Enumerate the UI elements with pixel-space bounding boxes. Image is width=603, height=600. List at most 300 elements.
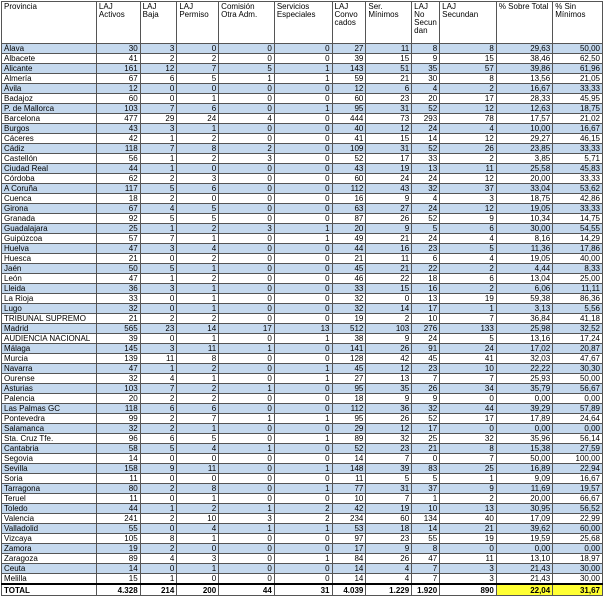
table-cell[interactable]: 96	[96, 434, 140, 444]
table-cell[interactable]: 44	[96, 504, 140, 514]
table-cell[interactable]: 0	[219, 254, 275, 264]
table-cell[interactable]: 0	[274, 184, 332, 194]
table-cell[interactable]: 2	[140, 424, 177, 434]
province-name-cell[interactable]: Murcia	[2, 354, 97, 364]
table-cell[interactable]: 18,75	[496, 194, 552, 204]
table-cell[interactable]: 4	[177, 444, 219, 454]
table-cell[interactable]: 32	[96, 374, 140, 384]
table-cell[interactable]: 8	[440, 44, 497, 54]
table-cell[interactable]: 35	[366, 384, 412, 394]
table-cell[interactable]: 14	[332, 574, 366, 585]
table-cell[interactable]: 0	[274, 574, 332, 585]
table-cell[interactable]: 2	[177, 394, 219, 404]
table-cell[interactable]: 0	[219, 474, 275, 484]
table-cell[interactable]: 0	[274, 354, 332, 364]
table-cell[interactable]: 47,67	[553, 354, 603, 364]
table-cell[interactable]: 16	[412, 284, 440, 294]
table-cell[interactable]: 1	[140, 364, 177, 374]
table-cell[interactable]: 7	[140, 234, 177, 244]
table-cell[interactable]: 134	[412, 514, 440, 524]
table-cell[interactable]: 2	[140, 314, 177, 324]
table-cell[interactable]: 9	[366, 544, 412, 554]
table-cell[interactable]: 293	[412, 114, 440, 124]
province-name-cell[interactable]: Badajoz	[2, 94, 97, 104]
province-name-cell[interactable]: Girona	[2, 204, 97, 214]
table-cell[interactable]: 1	[219, 74, 275, 84]
table-cell[interactable]: 1	[177, 284, 219, 294]
table-cell[interactable]: 45	[412, 354, 440, 364]
col-header-laj-convocados[interactable]: LAJ Convo cados	[332, 2, 366, 44]
table-cell[interactable]: 3	[219, 224, 275, 234]
table-cell[interactable]: 3,85	[496, 154, 552, 164]
table-cell[interactable]: 2	[140, 414, 177, 424]
table-cell[interactable]: 0	[140, 564, 177, 574]
table-cell[interactable]: 56	[96, 154, 140, 164]
table-cell[interactable]: 1	[177, 424, 219, 434]
table-cell[interactable]: 41	[332, 134, 366, 144]
table-cell[interactable]: 7	[412, 374, 440, 384]
table-cell[interactable]: 38,46	[496, 54, 552, 64]
table-cell[interactable]: 0	[274, 54, 332, 64]
table-cell[interactable]: 32	[96, 304, 140, 314]
table-cell[interactable]: 0	[140, 84, 177, 94]
table-cell[interactable]: 35,96	[496, 434, 552, 444]
table-cell[interactable]: 73	[366, 114, 412, 124]
table-cell[interactable]: 0	[140, 474, 177, 484]
table-cell[interactable]: 4	[140, 374, 177, 384]
table-cell[interactable]: 14	[412, 524, 440, 534]
province-name-cell[interactable]: Salamanca	[2, 424, 97, 434]
col-header-laj-no-secundan[interactable]: LAJ No Secun dan	[412, 2, 440, 44]
table-cell[interactable]: 512	[332, 324, 366, 334]
table-cell[interactable]: 0	[219, 184, 275, 194]
table-cell[interactable]: 52	[332, 444, 366, 454]
table-cell[interactable]: 20	[96, 394, 140, 404]
table-cell[interactable]: 86,36	[553, 294, 603, 304]
table-cell[interactable]: 11	[96, 474, 140, 484]
province-name-cell[interactable]: Albacete	[2, 54, 97, 64]
table-cell[interactable]: 17	[219, 324, 275, 334]
table-cell[interactable]: 0	[274, 244, 332, 254]
total-cell[interactable]: 214	[140, 584, 177, 596]
table-cell[interactable]: 18,97	[553, 554, 603, 564]
table-cell[interactable]: 8	[177, 144, 219, 154]
table-cell[interactable]: 6	[140, 74, 177, 84]
table-cell[interactable]: 25	[440, 464, 497, 474]
table-cell[interactable]: 16	[366, 244, 412, 254]
table-cell[interactable]: 128	[332, 354, 366, 364]
table-cell[interactable]: 52	[412, 144, 440, 154]
table-cell[interactable]: 0	[177, 164, 219, 174]
table-cell[interactable]: 0	[219, 274, 275, 284]
table-cell[interactable]: 15	[440, 54, 497, 64]
province-name-cell[interactable]: Almería	[2, 74, 97, 84]
table-cell[interactable]: 7	[177, 64, 219, 74]
table-cell[interactable]: 13	[412, 164, 440, 174]
table-cell[interactable]: 25,00	[553, 274, 603, 284]
table-cell[interactable]: 29,27	[496, 134, 552, 144]
table-cell[interactable]: 87	[332, 214, 366, 224]
table-cell[interactable]: 2	[140, 484, 177, 494]
table-cell[interactable]: 2	[140, 514, 177, 524]
table-cell[interactable]: 0	[219, 244, 275, 254]
table-cell[interactable]: 6	[177, 404, 219, 414]
table-cell[interactable]: 10,00	[496, 124, 552, 134]
table-cell[interactable]: 26	[366, 414, 412, 424]
table-cell[interactable]: 0	[366, 294, 412, 304]
table-cell[interactable]: 19	[366, 164, 412, 174]
table-cell[interactable]: 19,05	[496, 254, 552, 264]
province-name-cell[interactable]: Álava	[2, 44, 97, 54]
table-cell[interactable]: 23,85	[496, 144, 552, 154]
table-cell[interactable]: 10	[177, 514, 219, 524]
table-cell[interactable]: 0	[219, 534, 275, 544]
table-cell[interactable]: 0	[274, 124, 332, 134]
table-cell[interactable]: 5	[219, 64, 275, 74]
table-cell[interactable]: 21,05	[553, 74, 603, 84]
table-cell[interactable]: 7	[366, 454, 412, 464]
table-cell[interactable]: 29	[140, 114, 177, 124]
table-cell[interactable]: 7	[140, 144, 177, 154]
table-cell[interactable]: 5	[140, 264, 177, 274]
table-cell[interactable]: 18	[332, 394, 366, 404]
table-cell[interactable]: 0	[274, 444, 332, 454]
table-cell[interactable]: 7	[412, 564, 440, 574]
table-cell[interactable]: 5	[140, 184, 177, 194]
province-name-cell[interactable]: Las Palmas GC	[2, 404, 97, 414]
table-cell[interactable]: 39	[366, 464, 412, 474]
table-cell[interactable]: 141	[332, 344, 366, 354]
table-cell[interactable]: 38	[332, 334, 366, 344]
province-name-cell[interactable]: Cuenca	[2, 194, 97, 204]
table-cell[interactable]: 47	[412, 554, 440, 564]
table-cell[interactable]: 0	[140, 334, 177, 344]
table-cell[interactable]: 20,00	[496, 174, 552, 184]
province-name-cell[interactable]: Vizcaya	[2, 534, 97, 544]
table-cell[interactable]: 97	[332, 534, 366, 544]
table-cell[interactable]: 17	[440, 94, 497, 104]
table-cell[interactable]: 6	[177, 104, 219, 114]
col-header-laj-permiso[interactable]: LAJ Permiso	[177, 2, 219, 44]
province-name-cell[interactable]: Jaén	[2, 264, 97, 274]
table-cell[interactable]: 59,38	[496, 294, 552, 304]
table-cell[interactable]: 21	[366, 264, 412, 274]
table-cell[interactable]: 8	[412, 44, 440, 54]
table-cell[interactable]: 0	[274, 494, 332, 504]
table-cell[interactable]: 1	[274, 224, 332, 234]
table-cell[interactable]: 12	[440, 134, 497, 144]
table-cell[interactable]: 0	[219, 194, 275, 204]
table-cell[interactable]: 4	[140, 554, 177, 564]
table-cell[interactable]: 43	[96, 124, 140, 134]
table-cell[interactable]: 9	[366, 334, 412, 344]
col-header-laj-secundan[interactable]: LAJ Secundan	[440, 2, 497, 44]
table-cell[interactable]: 0	[274, 404, 332, 414]
table-cell[interactable]: 1	[219, 444, 275, 454]
province-name-cell[interactable]: Navarra	[2, 364, 97, 374]
table-cell[interactable]: 0	[274, 114, 332, 124]
total-pct-sin-minimos[interactable]: 31,67	[553, 584, 603, 596]
province-name-cell[interactable]: Teruel	[2, 494, 97, 504]
table-cell[interactable]: 9	[412, 54, 440, 64]
table-cell[interactable]: 11	[140, 354, 177, 364]
table-cell[interactable]: 39,62	[496, 524, 552, 534]
table-cell[interactable]: 1	[440, 304, 497, 314]
table-cell[interactable]: 43	[366, 184, 412, 194]
total-label[interactable]: TOTAL	[2, 584, 97, 596]
table-cell[interactable]: 62,50	[553, 54, 603, 64]
table-cell[interactable]: 477	[96, 114, 140, 124]
table-cell[interactable]: 25	[412, 434, 440, 444]
table-cell[interactable]: 17,57	[496, 114, 552, 124]
table-cell[interactable]: 2	[177, 254, 219, 264]
province-name-cell[interactable]: Tarragona	[2, 484, 97, 494]
table-cell[interactable]: 18	[96, 194, 140, 204]
province-name-cell[interactable]: Lleida	[2, 284, 97, 294]
table-cell[interactable]: 13,56	[496, 74, 552, 84]
table-cell[interactable]: 36	[96, 284, 140, 294]
table-cell[interactable]: 0	[274, 534, 332, 544]
table-cell[interactable]: 25,68	[553, 534, 603, 544]
table-cell[interactable]: 26	[366, 214, 412, 224]
table-cell[interactable]: 57,89	[553, 404, 603, 414]
table-cell[interactable]: 59	[332, 74, 366, 84]
table-cell[interactable]: 32	[96, 424, 140, 434]
table-cell[interactable]: 16,67	[553, 474, 603, 484]
table-cell[interactable]: 2	[177, 384, 219, 394]
table-cell[interactable]: 0	[219, 374, 275, 384]
table-cell[interactable]: 0	[219, 44, 275, 54]
table-cell[interactable]: 0	[274, 214, 332, 224]
table-cell[interactable]: 2	[177, 154, 219, 164]
table-cell[interactable]: 7	[140, 384, 177, 394]
table-cell[interactable]: 0	[219, 234, 275, 244]
table-cell[interactable]: 0	[140, 454, 177, 464]
table-cell[interactable]: 23	[366, 444, 412, 454]
province-name-cell[interactable]: Ciudad Real	[2, 164, 97, 174]
table-cell[interactable]: 0	[219, 354, 275, 364]
province-name-cell[interactable]: Segovia	[2, 454, 97, 464]
table-cell[interactable]: 0	[140, 304, 177, 314]
table-cell[interactable]: 0	[274, 274, 332, 284]
table-cell[interactable]: 39,86	[496, 64, 552, 74]
table-cell[interactable]: 1	[140, 224, 177, 234]
table-cell[interactable]: 13,10	[496, 554, 552, 564]
table-cell[interactable]: 19	[440, 534, 497, 544]
table-cell[interactable]: 39,29	[496, 404, 552, 414]
table-cell[interactable]: 0	[140, 494, 177, 504]
table-cell[interactable]: 44	[96, 164, 140, 174]
province-name-cell[interactable]: Cantabria	[2, 444, 97, 454]
table-cell[interactable]: 56,52	[553, 504, 603, 514]
table-cell[interactable]: 17,09	[496, 514, 552, 524]
table-cell[interactable]: 32	[412, 184, 440, 194]
table-cell[interactable]: 3,13	[496, 304, 552, 314]
table-cell[interactable]: 11	[96, 494, 140, 504]
table-cell[interactable]: 7	[440, 454, 497, 464]
table-cell[interactable]: 0	[274, 164, 332, 174]
table-cell[interactable]: 31	[366, 104, 412, 114]
table-cell[interactable]: 33	[332, 284, 366, 294]
table-cell[interactable]: 0	[274, 84, 332, 94]
table-cell[interactable]: 8,33	[553, 264, 603, 274]
table-cell[interactable]: 16	[332, 194, 366, 204]
table-cell[interactable]: 25,98	[496, 324, 552, 334]
table-cell[interactable]: 12	[140, 64, 177, 74]
table-cell[interactable]: 67	[96, 74, 140, 84]
table-cell[interactable]: 23	[412, 364, 440, 374]
table-cell[interactable]: 17,89	[496, 414, 552, 424]
table-cell[interactable]: 0	[274, 174, 332, 184]
table-cell[interactable]: 158	[96, 464, 140, 474]
table-cell[interactable]: 8	[440, 444, 497, 454]
table-cell[interactable]: 1	[140, 574, 177, 585]
table-cell[interactable]: 14	[96, 564, 140, 574]
table-cell[interactable]: 28,33	[496, 94, 552, 104]
table-cell[interactable]: 0	[177, 194, 219, 204]
table-cell[interactable]: 12	[332, 84, 366, 94]
table-cell[interactable]: 3	[140, 244, 177, 254]
table-cell[interactable]: 0	[140, 294, 177, 304]
col-header-provincia[interactable]: Provincia	[2, 2, 97, 44]
table-cell[interactable]: 9	[366, 224, 412, 234]
table-cell[interactable]: 5	[140, 214, 177, 224]
table-cell[interactable]: 15	[366, 54, 412, 64]
table-cell[interactable]: 61,96	[553, 64, 603, 74]
table-cell[interactable]: 139	[96, 354, 140, 364]
total-cell[interactable]: 4.328	[96, 584, 140, 596]
table-cell[interactable]: 23	[366, 94, 412, 104]
table-cell[interactable]: 9	[412, 394, 440, 404]
province-name-cell[interactable]: A Coruña	[2, 184, 97, 194]
table-cell[interactable]: 11,11	[553, 284, 603, 294]
table-cell[interactable]: 17	[366, 154, 412, 164]
table-cell[interactable]: 17	[412, 424, 440, 434]
table-cell[interactable]: 10	[440, 364, 497, 374]
table-cell[interactable]: 0	[219, 424, 275, 434]
table-cell[interactable]: 45	[332, 364, 366, 374]
table-cell[interactable]: 0	[274, 314, 332, 324]
table-cell[interactable]: 0	[219, 404, 275, 414]
table-cell[interactable]: 25,93	[496, 374, 552, 384]
table-cell[interactable]: 6	[366, 84, 412, 94]
table-cell[interactable]: 25,58	[496, 164, 552, 174]
table-cell[interactable]: 21,02	[553, 114, 603, 124]
table-cell[interactable]: 30,30	[553, 364, 603, 374]
table-cell[interactable]: 1	[177, 494, 219, 504]
province-name-cell[interactable]: Valencia	[2, 514, 97, 524]
province-name-cell[interactable]: Zaragoza	[2, 554, 97, 564]
table-cell[interactable]: 148	[332, 464, 366, 474]
table-cell[interactable]: 37	[412, 484, 440, 494]
table-cell[interactable]: 40,00	[553, 254, 603, 264]
table-cell[interactable]: 2	[440, 494, 497, 504]
table-cell[interactable]: 95	[332, 414, 366, 424]
table-cell[interactable]: 2	[177, 364, 219, 374]
table-cell[interactable]: 47	[96, 364, 140, 374]
table-cell[interactable]: 0	[274, 564, 332, 574]
table-cell[interactable]: 3	[219, 154, 275, 164]
table-cell[interactable]: 33,04	[496, 184, 552, 194]
table-cell[interactable]: 52	[332, 154, 366, 164]
table-cell[interactable]: 2	[140, 54, 177, 64]
province-name-cell[interactable]: Málaga	[2, 344, 97, 354]
table-cell[interactable]: 30	[96, 44, 140, 54]
table-cell[interactable]: 32	[332, 304, 366, 314]
table-cell[interactable]: 6	[177, 184, 219, 194]
table-cell[interactable]: 2	[177, 504, 219, 514]
table-cell[interactable]: 36	[366, 404, 412, 414]
col-header-ser-minimos[interactable]: Ser. Mínimos	[366, 2, 412, 44]
table-cell[interactable]: 0	[274, 304, 332, 314]
table-cell[interactable]: 46	[332, 274, 366, 284]
col-header-servicios-especiales[interactable]: Servicios Especiales	[274, 2, 332, 44]
table-cell[interactable]: 60	[366, 514, 412, 524]
table-cell[interactable]: 30,00	[496, 224, 552, 234]
table-cell[interactable]: 25	[96, 224, 140, 234]
table-cell[interactable]: 17,02	[496, 344, 552, 354]
table-cell[interactable]: 0	[274, 284, 332, 294]
table-cell[interactable]: 39	[96, 334, 140, 344]
table-cell[interactable]: 7	[412, 574, 440, 585]
table-cell[interactable]: 9	[440, 484, 497, 494]
table-cell[interactable]: 0,00	[496, 544, 552, 554]
table-cell[interactable]: 32,03	[496, 354, 552, 364]
table-cell[interactable]: 43	[332, 164, 366, 174]
table-cell[interactable]: 112	[332, 404, 366, 414]
province-name-cell[interactable]: Ávila	[2, 84, 97, 94]
table-cell[interactable]: 20,87	[553, 344, 603, 354]
table-cell[interactable]: 2	[274, 514, 332, 524]
table-cell[interactable]: 3	[440, 564, 497, 574]
table-cell[interactable]: 1	[274, 464, 332, 474]
table-cell[interactable]: 4	[366, 564, 412, 574]
table-cell[interactable]: 5,71	[553, 154, 603, 164]
table-cell[interactable]: 33,33	[553, 144, 603, 154]
table-cell[interactable]: 13,16	[496, 334, 552, 344]
col-header-pct-sin-minimos[interactable]: % Sin Mínimos	[553, 2, 603, 44]
table-cell[interactable]: 50,00	[553, 44, 603, 54]
table-cell[interactable]: 0	[219, 164, 275, 174]
table-cell[interactable]: 6,06	[496, 284, 552, 294]
table-cell[interactable]: 11	[440, 554, 497, 564]
table-cell[interactable]: 18,75	[553, 104, 603, 114]
table-cell[interactable]: 47	[96, 244, 140, 254]
province-name-cell[interactable]: Sta. Cruz Tfe.	[2, 434, 97, 444]
table-cell[interactable]: 1	[274, 364, 332, 374]
table-cell[interactable]: 2	[274, 504, 332, 514]
table-cell[interactable]: 6	[412, 254, 440, 264]
table-cell[interactable]: 95	[332, 384, 366, 394]
col-header-laj-baja[interactable]: LAJ Baja	[140, 2, 177, 44]
table-cell[interactable]: 21,43	[496, 564, 552, 574]
table-cell[interactable]: 112	[332, 184, 366, 194]
table-cell[interactable]: 10	[332, 494, 366, 504]
table-cell[interactable]: 15	[366, 134, 412, 144]
table-cell[interactable]: 21	[366, 234, 412, 244]
table-cell[interactable]: 14	[332, 564, 366, 574]
province-name-cell[interactable]: Zamora	[2, 544, 97, 554]
table-cell[interactable]: 0,00	[553, 424, 603, 434]
table-cell[interactable]: 0	[274, 134, 332, 144]
table-cell[interactable]: 145	[96, 344, 140, 354]
province-name-cell[interactable]: Soria	[2, 474, 97, 484]
total-cell[interactable]: 200	[177, 584, 219, 596]
table-cell[interactable]: 52	[412, 214, 440, 224]
table-cell[interactable]: 234	[332, 514, 366, 524]
table-cell[interactable]: 7	[440, 314, 497, 324]
table-cell[interactable]: 4	[140, 204, 177, 214]
